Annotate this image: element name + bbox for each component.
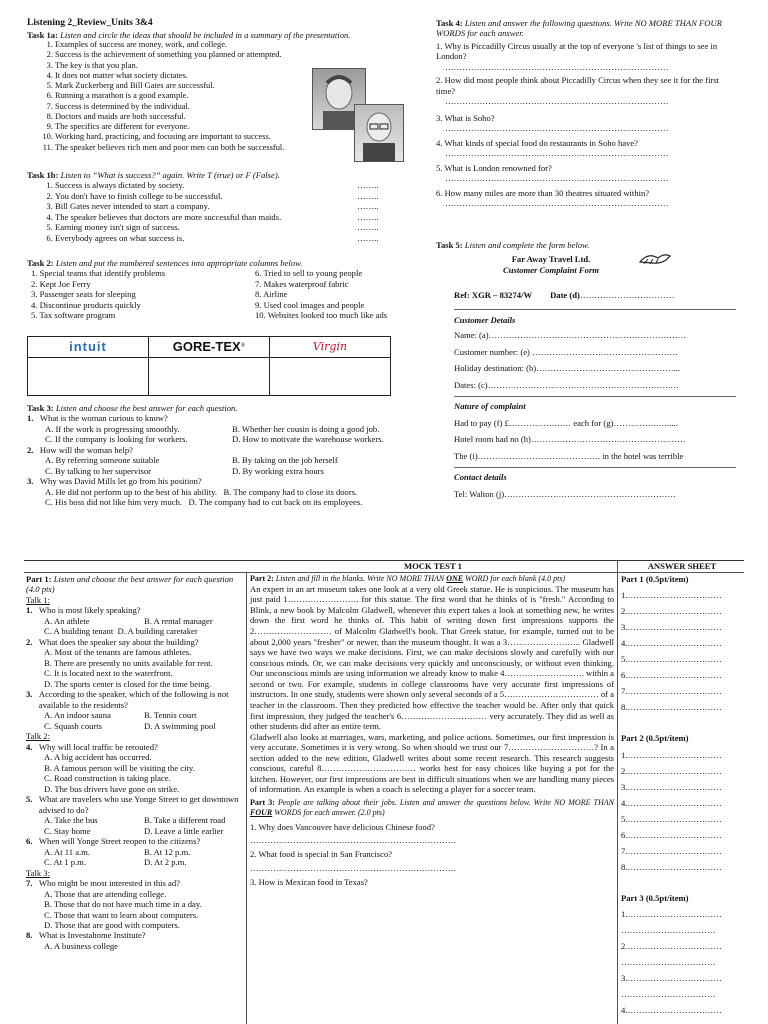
question-text: According to the speaker, which of the following is not available to the residents? (38, 689, 229, 710)
option[interactable]: A. Most of the tenants are famous athletes. (44, 647, 192, 658)
task2-heading (27, 258, 419, 268)
task2-item: 5. Tax software program (31, 310, 116, 321)
question-text: What is Investahome Institute? (38, 930, 146, 941)
options-row (27, 466, 419, 476)
as-answer-field[interactable]: …………………………… (621, 957, 716, 968)
as-num: 3. (621, 973, 628, 984)
as-answer-field[interactable]: …………………………… (627, 622, 722, 633)
option[interactable]: C. It is located next to the waterfront. (44, 668, 173, 679)
logo-goretex-text: GORE-TEX (172, 339, 241, 355)
task4-question: 3. What is Soho? (436, 112, 495, 123)
task1a-item: 3. The key is that you plan. (55, 61, 355, 71)
question-text: Who is most likely speaking? (38, 605, 141, 616)
part2-instructions-one: ONE (446, 574, 464, 583)
option[interactable]: D. Those that are good with computers. (44, 919, 180, 930)
option[interactable]: B. Those that do not have much time in a day. (44, 899, 202, 910)
as-answer-field[interactable]: …………………………… (627, 813, 722, 824)
part3-label: Part 3: (250, 798, 275, 807)
header-divider (24, 572, 744, 573)
as-part3-lines (621, 906, 743, 1018)
column-divider-1 (246, 572, 247, 1024)
question-text: Why was David Mills let go from his position? (39, 476, 202, 487)
option[interactable]: D. By working extra hours (232, 465, 324, 476)
task3-question: 2. How will the woman help? (27, 444, 133, 455)
option[interactable]: B. Take a different road (144, 815, 226, 826)
option[interactable]: B. A rental manager (144, 615, 213, 626)
as-num: 8. (621, 702, 628, 713)
task2-item: 1. Special teams that identify problems (31, 268, 166, 279)
nature-heading: Nature of complaint (454, 401, 526, 412)
as-answer-field[interactable]: …………………………… (627, 973, 722, 984)
option[interactable]: B. A famous person will be visiting the city. (44, 762, 195, 773)
as-num: 6. (621, 670, 628, 681)
task2-item: 3. Passenger seats for sleeping (31, 289, 136, 300)
tf-blank[interactable]: …….. (357, 211, 379, 222)
part1-heading (26, 574, 244, 595)
answer-sheet (621, 574, 743, 1018)
task1b-item: 4. The speaker believes that doctors are more successful than maids. (55, 212, 375, 222)
hotel-room-field[interactable]: Hotel room had no (h)……………………………………………… (454, 434, 686, 445)
question-text: Who might be most interested in this ad? (38, 878, 180, 889)
task1b-blanks (357, 180, 378, 243)
option[interactable]: A. At 11 a.m. (44, 846, 90, 857)
as-num: 8. (621, 861, 628, 872)
logo-virgin-text: Virgin (312, 340, 348, 354)
task1a-item: 1. Examples of success are money, work, and college. (55, 40, 355, 50)
options-row (26, 847, 244, 857)
option[interactable]: D. The company had to cut back on its employees. (188, 497, 363, 508)
task2-item: 4. Discontinue products quickly (31, 299, 141, 310)
option[interactable]: C. Squash courts (44, 720, 103, 731)
task2-item: 2. Kept Joe Ferry (31, 278, 91, 289)
passage-text: An expert in an art museum takes one look at a very old Greek statue. He is suspicious. The museum has just paid 1……………………. for this statue. The first word that he thinks of is "fresh." According to Blink, a new book by Malcolm Gladwell, whenever this expert takes a look at something new, he writes down the first word he thinks of. This habit of writing down first impressions supports the 2……………………… of Malcolm Gladwell's book. That Greek statue, for example, turned out to be about 2,000 years "fresher" or newer, than the museum thought. It was a 3…………………….. Gladwell says we have two ways we make decisions. First, we can make decisions slowly and carefully with our conscious minds. Or, we can make decisions very quickly and unconsciously, or without even thinking. Our unconscious minds are using information we already know to make 4………………………. within a second or two. For example, students in college classrooms have very accurate first impressions of instructors. In one study, students were shown only several seconds of a 5…………………………… of a teacher in the classroom. Then they predicted how effective the teacher would be. After only that quick first impression, they judged the teacher's 6………………………… very accurately. They did as well as other students did after an entire term. (250, 583, 614, 732)
company-name: Far Away Travel Ltd. (511, 254, 591, 265)
top-right-section (436, 18, 736, 209)
form-title: Customer Complaint Form (503, 264, 599, 275)
task1a-item: 7. Success is determined by the individual. (55, 102, 355, 112)
options-row (26, 710, 244, 720)
part2-section (250, 574, 614, 888)
task4-label: Task 4: (436, 18, 463, 28)
task2-item: 9. Used cool images and people (255, 299, 365, 310)
option[interactable]: A. A big accident has occurred. (44, 752, 152, 763)
task3-label: Task 3: (27, 403, 54, 413)
answer-line[interactable]: …………………………………………………………………… (445, 198, 669, 209)
task1b-item: 5. Earning money isn't sign of success. (55, 222, 375, 232)
option[interactable]: D. At 2 p.m. (144, 857, 187, 868)
answer-sheet-title: ANSWER SHEET (647, 561, 717, 571)
as-answer-field[interactable]: …………………………… (627, 845, 722, 856)
answer-line[interactable]: ……………………………………………………………… (250, 834, 457, 845)
task4-question: 6. How many miles are more than 30 theatres situated within? (436, 187, 650, 198)
logo-intuit-text: intuit (69, 339, 107, 355)
task4-heading (436, 18, 736, 39)
task1a-item: 5. Mark Zuckerberg and Bill Gates are successful. (55, 81, 355, 91)
task1a-item: 8. Doctors and maids are both successful. (55, 112, 355, 122)
as-num: 7. (621, 845, 628, 856)
mock-question: 8. What is Investahome Institute? (26, 930, 146, 941)
task4-question: 2. How did most people think about Piccadilly Circus when they see it for the first time? (436, 75, 720, 96)
option[interactable]: A. He did not perform up to the best of his ability. (45, 486, 218, 497)
answer-cell[interactable] (270, 358, 391, 396)
task1b-heading (27, 170, 419, 180)
answer-line[interactable]: ……………………………………………………………… (250, 862, 457, 873)
part2-label: Part 2: (250, 574, 274, 583)
task1a-item: 4. It does not matter what society dictates. (55, 71, 355, 81)
part2-heading (250, 574, 614, 584)
mock-question: 5. What are travelers who use Yonge Street to get downtown advised to do? (26, 794, 244, 815)
task2-logo-table (27, 336, 391, 396)
as-answer-field[interactable]: …………………………… (627, 749, 722, 760)
option[interactable]: D. A swimming pool (144, 720, 216, 731)
as-answer-field[interactable]: …………………………… (621, 925, 716, 936)
as-part1-lines (621, 587, 743, 715)
part1-label: Part 1: (26, 574, 52, 584)
option[interactable]: D. How to motivate the warehouse workers. (232, 434, 384, 445)
date-field[interactable]: …………………………… (579, 290, 675, 301)
as-num: 3. (621, 622, 628, 633)
option[interactable]: D. The sports center is closed for the time being. (44, 678, 212, 689)
as-answer-field[interactable]: …………………………… (627, 797, 722, 808)
options-row (27, 424, 419, 434)
task2-left-list (31, 268, 255, 320)
task5-instructions: Listen and complete the form below. (464, 240, 590, 250)
as-num: 5. (621, 654, 628, 665)
part3-question: 2. What food is special in San Francisco? (250, 849, 393, 860)
logo-virgin (270, 337, 391, 358)
part3-heading (250, 798, 614, 818)
options-row (27, 434, 419, 444)
question-text: How will the woman help? (39, 444, 133, 455)
customer-number-field[interactable]: Customer number: (e) …………………………………………… (454, 346, 679, 357)
as-num: 6. (621, 829, 628, 840)
mock-question: 7. Who might be most interested in this ad? (26, 878, 180, 889)
task1a-item: 2. Success is the achievement of something you planned or attempted. (55, 50, 355, 60)
as-num: 1. (621, 749, 628, 760)
option[interactable]: C. At 1 p.m. (44, 857, 87, 868)
dates-field[interactable]: Dates: (c)……………………………………………………….… (454, 379, 679, 390)
part3-instructions-end: WORDS for each answer. (2.0 pts) (272, 807, 385, 817)
option[interactable]: A. By referring someone suitable (45, 455, 160, 466)
task1a-item: 10. Working hard, practicing, and focusing are important to success. (55, 132, 355, 142)
option[interactable]: A. If the work is progressing smoothly. (45, 423, 180, 434)
option[interactable]: C. A building tenant (44, 626, 114, 637)
options-row (27, 455, 419, 465)
name-field[interactable]: Name: (a)…………………………………………………………… (454, 330, 687, 341)
task5-heading (436, 240, 736, 250)
options-row (26, 626, 244, 636)
task2-right-list (255, 268, 387, 320)
option[interactable]: B. At 12 p.m. (144, 846, 191, 857)
options-row (26, 616, 244, 626)
as-num: 4. (621, 638, 628, 649)
as-answer-field[interactable]: …………………………… (627, 638, 722, 649)
passage-text-2: Gladwell also looks at marriages, wars, marketing, and police actions. Sometimes, our first impression is very accurate. Sometimes it is very wrong. So when should we trust our 7…………………………? In a section added to the new edition, Gladwell writes about some recent research. This research suggests conscious, careful 8…………………………… works best for easy choices like buying a pot for the kitchen. However, our first impressions are best in difficult situations when we are handling many pieces of information. An example is when a coach is selecting a player for a soccer team. (250, 731, 614, 795)
as-answer-field[interactable]: …………………………… (627, 702, 722, 713)
as-num: 2. (621, 941, 628, 952)
holiday-destination-field[interactable]: Holiday destination: (b)…………………………………………... (454, 363, 681, 374)
task5-section (436, 240, 736, 499)
date-label: Date (d) (550, 290, 580, 301)
as-answer-field[interactable]: …………………………… (627, 670, 722, 681)
task1b-section (27, 170, 419, 243)
task1a-label: Task 1a: (27, 29, 58, 40)
answer-line[interactable]: …………………………………………………………………… (445, 123, 669, 134)
as-answer-field[interactable]: …………………………… (627, 606, 722, 617)
part2-instructions: Listen and fill in the blanks. Write NO MORE THAN (275, 574, 447, 583)
mock-question: 4. Why will local traffic be rerouted? (26, 741, 158, 752)
as-answer-field[interactable]: …………………………… (627, 654, 722, 665)
question-text: What does the speaker say about the building? (38, 636, 199, 647)
option[interactable]: A. Those that are attending college. (44, 888, 167, 899)
as-num: 7. (621, 686, 628, 697)
mock-question: 6. When will Yonge Street reopen to the citizens? (26, 836, 201, 847)
options-row (26, 826, 244, 836)
task2-section (27, 258, 419, 321)
answer-cell[interactable] (28, 358, 149, 396)
contact-heading: Contact details (454, 472, 507, 483)
page-title: Listening 2_Review_Units 3&4 (27, 18, 153, 28)
mock-question: 3. According to the speaker, which of the following is not available to the residents? (26, 689, 244, 710)
as-answer-field[interactable]: …………………………… (627, 781, 722, 792)
option[interactable]: C. Road construction is taking place. (44, 773, 171, 784)
as-num: 2. (621, 606, 628, 617)
as-num: 3. (621, 781, 628, 792)
answer-cell[interactable] (149, 358, 270, 396)
company-logo-icon (638, 250, 672, 270)
mock-test-title: MOCK TEST 1 (404, 561, 462, 571)
question-text: What is the woman curious to know? (39, 413, 168, 424)
photo-portrait-2 (354, 104, 404, 162)
question-text: What are travelers who use Yonge Street to get downtown advised to do? (38, 794, 239, 815)
option[interactable]: A. A business college (44, 940, 118, 951)
option[interactable]: C. Those that want to learn about computers. (44, 909, 199, 920)
answer-line[interactable]: …………………………………………………………………… (445, 173, 669, 184)
customer-details-heading: Customer Details (454, 314, 516, 325)
mock-question: 2. What does the speaker say about the building? (26, 636, 199, 647)
part1-section (26, 574, 244, 951)
task1a-list (27, 40, 355, 153)
part2-instructions-end: WORD for each blank (4.0 pts) (463, 574, 566, 583)
logo-intuit (28, 337, 149, 358)
task3-section (27, 403, 419, 508)
options-row (27, 497, 419, 507)
task4-question: 5. What is London renowned for? (436, 162, 552, 173)
option[interactable]: C. By talking to her supervisor (45, 465, 151, 476)
tf-blank[interactable]: …….. (357, 232, 379, 243)
task1b-item: 1. Success is always dictated by society. (55, 180, 375, 190)
as-answer-field[interactable]: …………………………… (627, 686, 722, 697)
as-answer-field[interactable]: …………………………… (627, 1005, 722, 1016)
answer-line[interactable]: …………………………………………………………………… (445, 148, 669, 159)
tf-blank[interactable]: …….. (357, 180, 379, 191)
task2-item: 6. Tried to sell to young people (255, 268, 363, 279)
as-part2-heading: Part 2 (0.5pt/item) (621, 733, 689, 744)
as-answer-field[interactable]: …………………………… (627, 909, 722, 920)
task1a-instructions: Listen and circle the ideas that should be included in a summary of the presentation. (60, 29, 351, 40)
as-answer-field[interactable]: …………………………… (627, 765, 722, 776)
task1b-label: Task 1b: (27, 170, 59, 180)
part1-instructions: Listen and choose the best answer for each question (4.0 pts) (26, 574, 234, 595)
question-text: Why will local traffic be rerouted? (38, 741, 158, 752)
as-answer-field[interactable]: …………………………… (621, 989, 716, 1000)
logo-goretex (149, 337, 270, 358)
as-part3-heading: Part 3 (0.5pt/item) (621, 892, 689, 903)
talk1-label: Talk 1: (26, 594, 50, 605)
option[interactable]: B. Whether her cousin is doing a good job. (232, 423, 380, 434)
part3-instructions: People are talking about their jobs. Listen and answer the questions below. Write NO MORE THAN (277, 798, 615, 807)
task2-item: 7. Makes waterproof fabric (255, 278, 349, 289)
task3-heading (27, 403, 419, 413)
tf-blank[interactable]: …….. (357, 201, 379, 212)
answer-line[interactable]: …………………………………………………………………… (445, 61, 669, 72)
as-num: 1. (621, 590, 628, 601)
task2-item: 8. Airline (255, 289, 288, 300)
option[interactable]: D. The bus drivers have gone on strike. (44, 783, 180, 794)
part3-instructions-four: FOUR (250, 807, 273, 817)
task1b-list (27, 180, 375, 243)
logo-goretex-tm: ® (240, 343, 246, 350)
column-divider-2 (617, 561, 618, 1024)
tel-field[interactable]: Tel: Walton (j)…………………………………………………… (454, 488, 676, 499)
task2-instructions: Listen and put the numbered sentences into appropriate columns below. (55, 258, 303, 268)
option[interactable]: C. His boss did not like him very much. (45, 497, 183, 508)
ref-number: Ref: XGR – 83274/W (454, 290, 533, 301)
as-answer-field[interactable]: …………………………… (627, 829, 722, 840)
option[interactable]: B. Tennis court (144, 710, 197, 721)
options-row (26, 815, 244, 825)
task3-question: 1. What is the woman curious to know? (27, 413, 168, 424)
task4-question: 1. Why is Piccadilly Circus usually at the top of everyone 's list of things to see in London? (436, 40, 718, 62)
part3-question: 1. Why does Vancouver have delicious Chinese food? (250, 821, 435, 832)
option[interactable]: B. The company had to close its doors. (223, 486, 358, 497)
hotel-terrible-field[interactable]: The (i)……………………………………. in the hotel was terrible (454, 450, 684, 461)
options-row (26, 857, 244, 867)
answer-line[interactable]: …………………………………………………………………… (445, 96, 669, 107)
task2-label: Task 2: (27, 258, 54, 268)
as-answer-field[interactable]: …………………………… (627, 861, 722, 872)
option[interactable]: C. Stay home (44, 825, 91, 836)
option[interactable]: C. If the company is looking for workers. (45, 434, 188, 445)
task4-instructions: Listen and answer the following questions. Write NO MORE THAN FOUR WORDS for each answer. (436, 18, 722, 39)
mock-question: 1. Who is most likely speaking? (26, 605, 141, 616)
had-to-pay-field[interactable]: Had to pay (f) £…………….…… each for (g)…………….…..... (454, 417, 678, 428)
task1a-item: 11. The speaker believes rich men and poor men can both be successful. (55, 143, 355, 153)
as-answer-field[interactable]: …………………………… (627, 590, 722, 601)
part3-question: 3. How is Mexican food in Texas? (250, 877, 368, 888)
talk2-label: Talk 2: (26, 731, 50, 742)
task1b-instructions: Listen to “What is success?” again. Write T (true) or F (False). (60, 170, 280, 180)
as-part1-heading: Part 1 (0.5pt/item) (621, 574, 689, 584)
option[interactable]: B. By taking on the job herself (232, 455, 338, 466)
as-num: 2. (621, 765, 628, 776)
task1b-item: 2. You don't have to finish college to be successful. (55, 191, 375, 201)
question-text: When will Yonge Street reopen to the citizens? (38, 836, 201, 847)
option[interactable]: A. An athlete (44, 615, 90, 626)
task1a-heading (27, 30, 419, 40)
tf-blank[interactable]: …….. (357, 222, 379, 233)
task5-label: Task 5: (436, 240, 463, 250)
options-row (27, 487, 419, 497)
as-num: 1. (621, 909, 628, 920)
as-num: 4. (621, 1005, 628, 1016)
as-answer-field[interactable]: …………………………… (627, 941, 722, 952)
task2-item: 10. Websites looked too much like ads (255, 310, 388, 321)
as-num: 5. (621, 813, 628, 824)
task4-question: 4. What kinds of special food do restaurants in Soho have? (436, 137, 638, 148)
option[interactable]: B. There are presently no units available for rent. (44, 657, 213, 668)
option[interactable]: D. Leave a little earlier (144, 825, 224, 836)
task1a-item: 6. Running a marathon is a good example. (55, 91, 355, 101)
option[interactable]: A. An indoor sauna (44, 710, 111, 721)
option[interactable]: D. A building caretaker (117, 626, 198, 637)
task1b-item: 6. Everybody agrees on what success is. (55, 233, 375, 243)
talk3-label: Talk 3: (26, 867, 50, 878)
task1a-item: 9. The specifics are different for everyone. (55, 122, 355, 132)
tf-blank[interactable]: …….. (357, 190, 379, 201)
task1b-item: 3. Bill Gates never intended to start a company. (55, 201, 375, 211)
options-row (26, 721, 244, 731)
as-part2-lines (621, 747, 743, 875)
task3-instructions: Listen and choose the best answer for each question. (55, 403, 238, 413)
as-num: 4. (621, 797, 628, 808)
task3-question: 3. Why was David Mills let go from his position? (27, 476, 202, 487)
option[interactable]: A. Take the bus (44, 815, 98, 826)
